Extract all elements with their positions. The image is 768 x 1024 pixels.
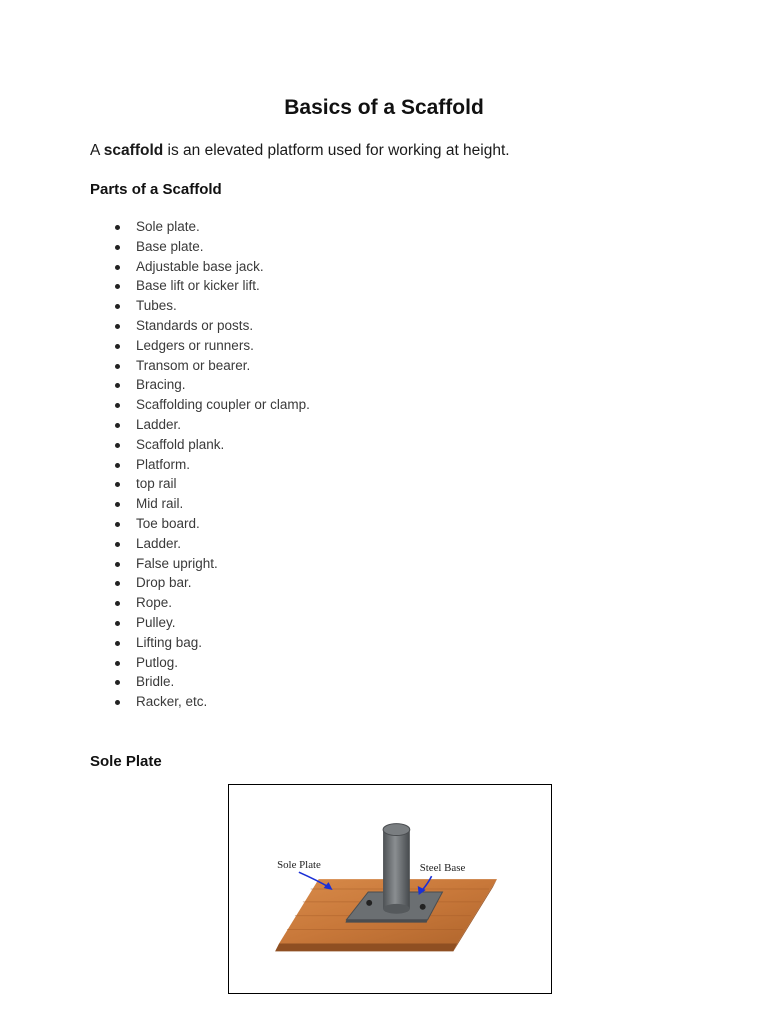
bullet-icon [115, 463, 120, 468]
bullet-icon [115, 225, 120, 230]
bullet-icon [115, 344, 120, 349]
bullet-icon [115, 364, 120, 369]
list-item [0, 474, 310, 494]
bullet-icon [115, 661, 120, 666]
list-item [0, 455, 310, 475]
list-item-text: Bridle. [136, 674, 175, 690]
list-item-text: Rope. [136, 595, 173, 611]
list-item-text: Putlog. [136, 654, 179, 670]
intro-paragraph [90, 142, 510, 160]
list-item-text: top rail [136, 476, 177, 492]
bullet-icon [115, 581, 120, 586]
list-item-text: Scaffold plank. [136, 436, 225, 452]
list-item-text: False upright. [136, 555, 218, 571]
list-item [0, 633, 310, 653]
list-item [0, 554, 310, 574]
bullet-icon [115, 245, 120, 250]
list-item [0, 672, 310, 692]
bullet-icon [115, 423, 120, 428]
bolt-hole [420, 904, 426, 910]
list-item [0, 395, 310, 415]
bullet-icon [115, 502, 120, 507]
list-item-text: Bracing. [136, 377, 186, 393]
list-item [0, 336, 310, 356]
intro-suffix: is an elevated platform used for working at height. [163, 142, 510, 159]
list-item [0, 217, 310, 237]
list-item-text: Tubes. [136, 298, 177, 314]
list-item [0, 415, 310, 435]
list-item-text: Ladder. [136, 535, 182, 551]
sole-plate-heading: Sole Plate [90, 753, 162, 770]
list-item [0, 593, 310, 613]
bullet-icon [115, 265, 120, 270]
parts-heading: Parts of a Scaffold [90, 181, 222, 198]
list-item-text: Pulley. [136, 614, 176, 630]
list-item-text: Base plate. [136, 238, 204, 254]
bullet-icon [115, 562, 120, 567]
intro-prefix: A [90, 142, 104, 159]
list-item-text: Scaffolding coupler or clamp. [136, 397, 310, 413]
list-item [0, 276, 310, 296]
list-item-text: Toe board. [136, 515, 200, 531]
list-item [0, 435, 310, 455]
list-item [0, 257, 310, 277]
intro-term: scaffold [103, 142, 164, 159]
bullet-icon [115, 522, 120, 527]
list-item [0, 494, 310, 514]
bullet-icon [115, 482, 120, 487]
bolt-hole [366, 900, 372, 906]
steel-post-top [383, 824, 410, 836]
list-item [0, 375, 310, 395]
list-item-text: Mid rail. [136, 496, 184, 512]
bullet-icon [115, 403, 120, 408]
list-item [0, 534, 310, 554]
list-item [0, 356, 310, 376]
label-sole-plate: Sole Plate [277, 859, 321, 872]
bullet-icon [115, 601, 120, 606]
sole-plate-figure [228, 784, 552, 994]
bullet-icon [115, 680, 120, 685]
list-item-text: Standards or posts. [136, 317, 254, 333]
list-item-text: Transom or bearer. [136, 357, 251, 373]
list-item [0, 514, 310, 534]
sole-plate-illustration [229, 785, 551, 993]
bullet-icon [115, 383, 120, 388]
bullet-icon [115, 284, 120, 289]
label-steel-base: Steel Base [419, 862, 466, 875]
bullet-icon [115, 621, 120, 626]
bullet-icon [115, 700, 120, 705]
steel-post [383, 830, 410, 909]
list-item-text: Sole plate. [136, 219, 200, 234]
wooden-board-edge [275, 943, 457, 951]
list-item-text: Base lift or kicker lift. [136, 278, 260, 294]
bullet-icon [115, 641, 120, 646]
list-item-text: Drop bar. [136, 575, 192, 591]
list-item [0, 316, 310, 336]
parts-list [0, 217, 310, 712]
list-item-text: Ledgers or runners. [136, 337, 254, 353]
list-item [0, 653, 310, 673]
list-item [0, 573, 310, 593]
list-item-text: Adjustable base jack. [136, 258, 264, 274]
bullet-icon [115, 304, 120, 309]
bullet-icon [115, 443, 120, 448]
list-item [0, 613, 310, 633]
list-item-text: Platform. [136, 456, 191, 472]
bullet-icon [115, 542, 120, 547]
list-item [0, 692, 310, 712]
bullet-icon [115, 324, 120, 329]
list-item-text: Ladder. [136, 416, 182, 432]
list-item-text: Lifting bag. [136, 634, 203, 650]
list-item [0, 296, 310, 316]
list-item [0, 237, 310, 257]
list-item-text: Racker, etc. [136, 694, 208, 710]
page-title: Basics of a Scaffold [284, 96, 484, 119]
